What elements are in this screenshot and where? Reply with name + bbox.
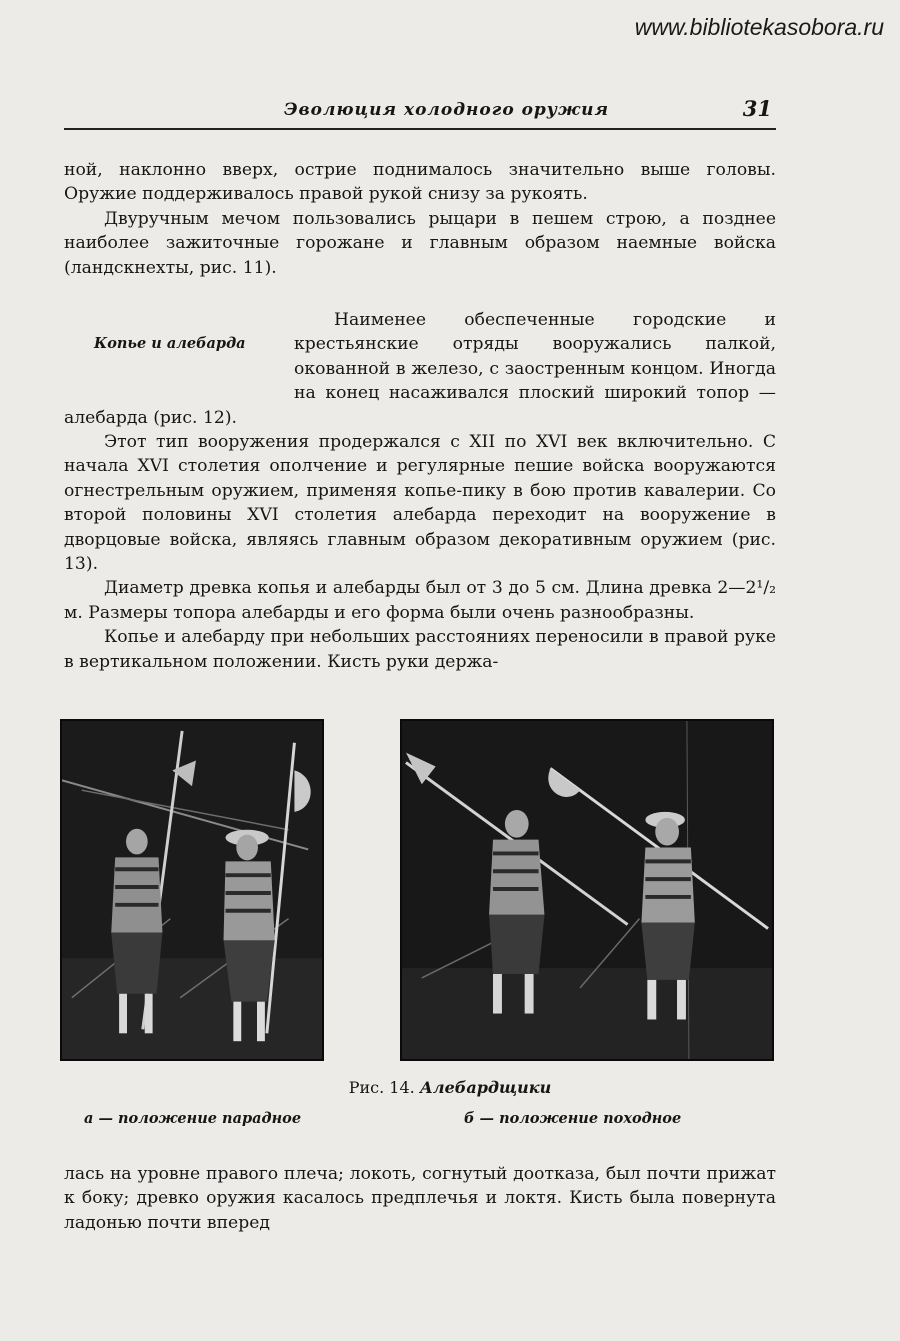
- page-number: 31: [742, 96, 772, 121]
- figure-caption: [0, 1078, 900, 1097]
- paragraph: Копье и алебарду при небольших расстояниях переносили в правой руке в вертикальном положении. Кисть руки держа-: [64, 627, 776, 672]
- margin-heading-box: [64, 308, 284, 404]
- text-block-middle: [64, 308, 776, 674]
- text-block-top: [64, 158, 776, 280]
- paragraph: лась на уровне правого плеча; локоть, согнутый доотказа, был почти прижат к боку; древко оружия касалось предплечья и локтя. Кисть была повернута ладонью почти вперед: [64, 1164, 776, 1233]
- running-title: Эволюция холодного оружия: [284, 100, 610, 120]
- running-header: [64, 98, 776, 130]
- subcaption-a: а — положение парадное: [84, 1110, 302, 1127]
- text-block-bottom: [64, 1162, 776, 1235]
- paragraph: Наименее обеспеченные городские и крестьянские отряды вооружались палкой, окованной в железо, с заостренным концом. Иногда на конец насаживался плоский широкий топор — алебарда (рис. 12).: [64, 310, 776, 428]
- photo-halberdiers-parade: [60, 719, 324, 1061]
- halberdiers-parade-image: [62, 721, 322, 1059]
- paragraph: Двуручным мечом пользовались рыцари в пешем строю, а позднее наиболее зажиточные горожане и главным образом наемные войска (ландскнехты, рис. 11).: [64, 208, 776, 278]
- figure-label: Рис. 14.: [348, 1078, 415, 1097]
- section-heading: Копье и алебарда: [94, 335, 246, 352]
- paragraph: ной, наклонно вверх, острие поднималось значительно выше головы. Оружие поддерживалось правой рукой снизу за рукоять.: [64, 160, 776, 205]
- watermark: www.bibliotekasobora.ru: [634, 14, 884, 40]
- subcaption-b: б — положение походное: [464, 1110, 682, 1127]
- halberdiers-march-image: [402, 721, 772, 1059]
- paragraph: Этот тип вооружения продержался с XII по XVI век включительно. С начала XVI столетия ополчение и регулярные пешие войска вооружаются огнестрельным оружием, применяя копье-пику в бою против кавалерии. Со второй половины XVI столетия алебарда переходит на вооружение в дворцовые войска, являясь главным образом декоративным оружием (рис. 13).: [64, 432, 776, 575]
- paragraph: Диаметр древка копья и алебарды был от 3 до 5 см. Длина древка 2—2¹/₂ м. Размеры топора алебарды и его форма были очень разнообразны.: [64, 578, 776, 623]
- figure-title: Алебардщики: [419, 1078, 552, 1097]
- photo-halberdiers-march: [400, 719, 774, 1061]
